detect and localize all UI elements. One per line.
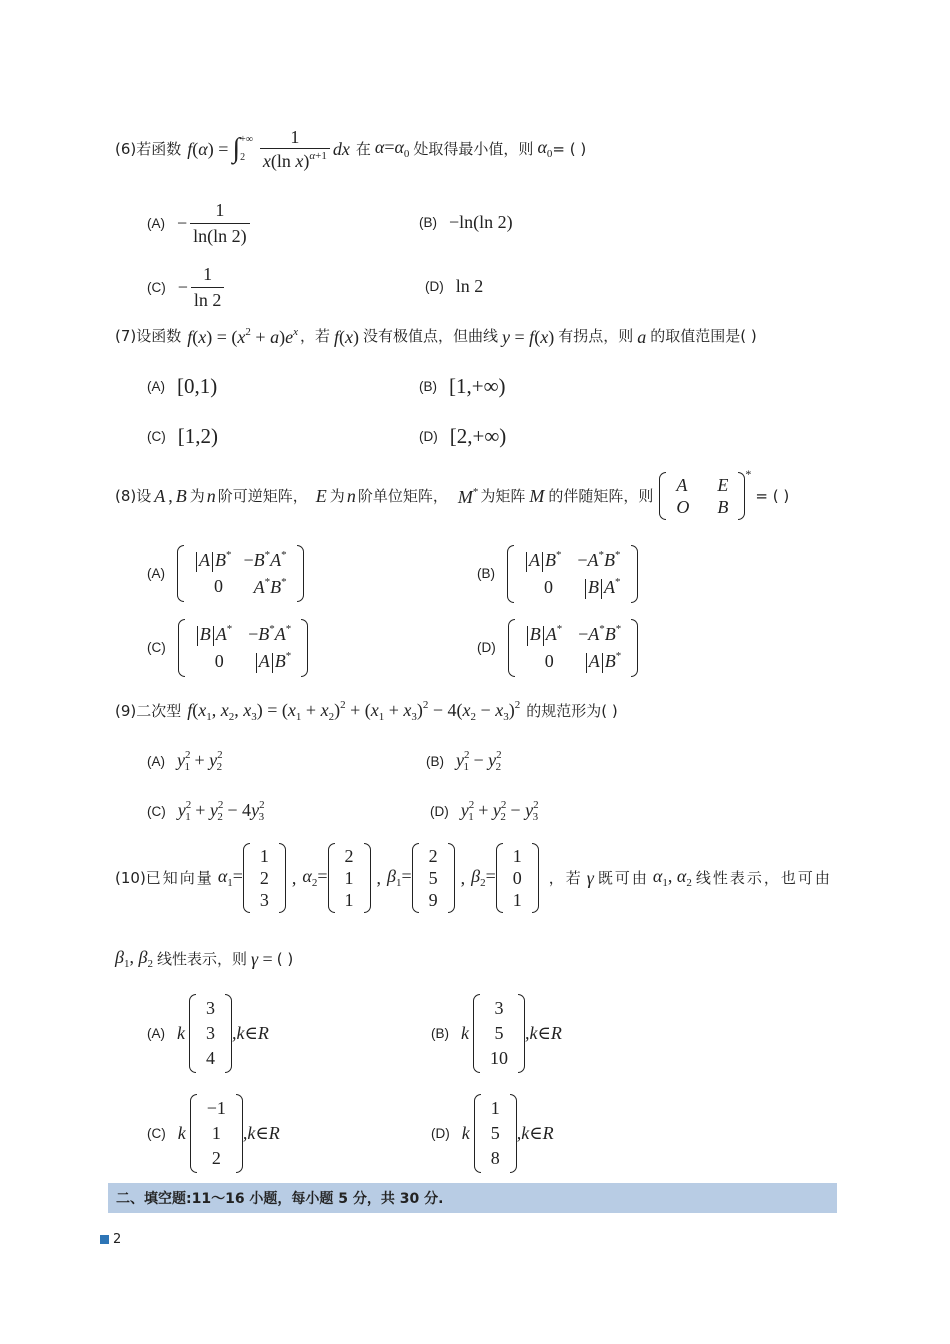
q10-option-b-v1: 3 <box>494 998 504 1018</box>
q8-option-b <box>477 545 638 603</box>
q7-option-b-label: (B) <box>419 379 437 394</box>
q6-option-a-num: 1 <box>215 200 225 220</box>
q8-n1: n <box>206 486 216 506</box>
q10-option-a-suffix: ,k∈R <box>232 1023 269 1043</box>
q10-option-a-v3: 4 <box>206 1048 215 1068</box>
q10-text-2: 既可由 <box>597 868 649 887</box>
q10-number: (10) <box>115 868 146 887</box>
q6-blank: = ( ) <box>552 139 587 158</box>
q7-number: (7) <box>115 327 137 345</box>
q10-alpha2-vector: 2 1 1 <box>328 843 371 913</box>
q8-ab: A <box>154 486 166 506</box>
q7-text-pre: 设函数 <box>136 327 182 345</box>
q10-option-c-suffix: ,k∈R <box>242 1123 280 1143</box>
q7-text-1: ，若 <box>299 327 330 345</box>
q10-text-3: 线性表示，也可由 <box>695 868 832 887</box>
q10-gamma-eq: γ = <box>250 949 273 969</box>
q6-number: (6) <box>115 139 137 158</box>
q10-option-c-vector <box>190 1094 243 1173</box>
q10-option-b-suffix: ,k∈R <box>525 1023 562 1043</box>
q7-curve: y = f(x) <box>502 326 555 347</box>
q8-text-5: 阶单位矩阵， <box>357 486 448 505</box>
q7-option-d-label: (D) <box>419 429 438 444</box>
q8-e: E <box>315 486 327 506</box>
q7-function: $f(x) = (x^2 + a)e^x$ <box>187 326 298 347</box>
q10-option-c-label: (C) <box>147 1126 166 1141</box>
q8-option-d-label: (D) <box>477 640 496 656</box>
q10-option-b: (B) k 3 5 10 ,k∈R <box>431 994 562 1073</box>
q10-beta2: $\beta_2=$ <box>471 866 496 889</box>
q10-option-b-v3: 10 <box>490 1048 508 1068</box>
q10-beta1: $\beta_1=$ <box>387 866 412 889</box>
q7-option-c-label: (C) <box>147 429 166 444</box>
q9-option-a-label: (A) <box>147 753 165 769</box>
q7-option-b-text: [1,+∞) <box>449 374 506 398</box>
section-header <box>108 1183 837 1213</box>
q6-option-c: (C) − $\frac{1}{\ln 2}$ <box>147 264 227 311</box>
q7-option-d <box>419 424 506 449</box>
q6-option-d <box>425 276 483 297</box>
q9-text-pre: 二次型 <box>136 702 182 720</box>
q9-number: (9) <box>115 702 137 720</box>
q6-option-b-label: (B) <box>419 215 437 230</box>
q10-line2-text: 线性表示，则 <box>156 949 247 968</box>
q6-option-a-den: ln(ln 2) <box>190 223 250 247</box>
page-footer <box>100 1232 121 1247</box>
q6-option-b-text: −ln(ln 2) <box>449 212 513 232</box>
q10-gamma: γ <box>586 868 594 888</box>
q6-text-mid2: 处取得最小值，则 <box>413 139 534 158</box>
q6-option-a-label: (A) <box>147 216 165 231</box>
q8-option-b-label: (B) <box>477 566 495 582</box>
q6-option-d-text: ln 2 <box>455 276 484 296</box>
q7-option-a <box>147 374 217 399</box>
q10-option-d-v3: 8 <box>490 1148 500 1168</box>
q10-alphas: $\alpha_1$, $\alpha_2$ <box>652 866 692 889</box>
q10-option-a-v1: 3 <box>206 998 215 1018</box>
q8-blank: = ( ) <box>755 486 790 505</box>
q9-option-a-expr: $y^2_1 + y^2_2$ <box>177 749 223 773</box>
q8-m: M <box>529 486 545 506</box>
q10-beta2-vector: 1 0 1 <box>496 843 539 913</box>
q7-option-b <box>419 374 506 399</box>
q7-option-a-label: (A) <box>147 379 165 394</box>
q10-alpha1-vector: 1 2 3 <box>243 843 286 913</box>
q8-option-c-label: (C) <box>147 640 166 656</box>
q10-blank: ( ) <box>276 949 294 968</box>
q7-option-a-text: [0,1) <box>177 374 218 398</box>
q8-option-a <box>147 545 304 602</box>
q10-option-b-v2: 5 <box>494 1023 504 1043</box>
q8-text-6: 为矩阵 <box>480 486 526 505</box>
page-number: 2 <box>113 1232 122 1247</box>
section-title: 二、填空题:11～16 小题，每小题 5 分，共 30 分. <box>116 1191 444 1207</box>
page-marker-icon <box>100 1235 109 1244</box>
question-8: (8) 设 A , B 为 n 阶可逆矩阵， E 为 n 阶单位矩阵， M* 为矩阵 M 的伴随矩阵，则 A E O B * = ( ) <box>115 472 789 520</box>
q6-option-c-num: 1 <box>203 264 213 284</box>
q9-text-post: 的规范形为( ) <box>526 702 618 720</box>
question-7 <box>115 327 757 346</box>
q10-alpha1: $\alpha_1=$ <box>217 866 243 889</box>
q10-option-c-v1: −1 <box>206 1098 226 1118</box>
q10-option-d-vector <box>474 1094 517 1173</box>
q10-option-a: (A) k 3 3 4 ,k∈R <box>147 994 269 1073</box>
q7-text-4: 的取值范围是( ) <box>650 327 757 345</box>
q9-quadratic-form: $f(x_1$, $x_2$, $x_3) = (x_1 + x_2)^2 + (x_1 + x_3)^2 - 4(x_2 - x_3)^2$ <box>187 699 521 723</box>
q6-option-c-label: (C) <box>147 280 166 295</box>
q9-option-c-expr: $y^2_1 + y^2_2 - 4y^2_3$ <box>177 799 265 823</box>
q10-option-a-label: (A) <box>147 1026 165 1041</box>
q9-option-c <box>147 799 264 823</box>
q7-a: a <box>637 326 647 347</box>
q10-option-c: (C) k −1 1 2 ,k∈R <box>147 1094 280 1173</box>
q8-n2: n <box>346 486 356 506</box>
q10-alpha2: $\alpha_2=$ <box>302 866 328 889</box>
q6-option-b <box>419 212 513 233</box>
q8-text-4: 为 <box>329 486 345 505</box>
q6-option-d-label: (D) <box>425 279 444 294</box>
q10-beta1-vector: 2 5 9 <box>412 843 455 913</box>
q7-option-c <box>147 424 218 449</box>
q8-option-b-matrix: A B* −A*B* 0 B A* <box>507 545 638 603</box>
q8-option-d <box>477 619 638 677</box>
question-9 <box>115 700 618 723</box>
q9-option-c-label: (C) <box>147 803 166 819</box>
q8-block-matrix: A E O B <box>659 472 745 520</box>
q9-option-b-expr: $y^2_1 - y^2_2$ <box>456 749 502 773</box>
q7-option-d-text: [2,+∞) <box>449 424 507 448</box>
q7-text-3: 有拐点，则 <box>558 327 634 345</box>
q10-option-d-v2: 5 <box>490 1123 500 1143</box>
q9-option-b <box>426 749 501 773</box>
q6-text-pre: 若函数 <box>136 139 182 158</box>
q9-option-d <box>430 799 538 823</box>
q10-option-d-label: (D) <box>431 1126 450 1141</box>
q10-option-b-vector <box>473 994 525 1073</box>
q10-option-a-vector <box>189 994 232 1073</box>
q10-option-c-v3: 2 <box>211 1148 221 1168</box>
q10-option-c-v2: 1 <box>211 1123 221 1143</box>
q8-mstar: M* <box>457 485 479 507</box>
q8-option-c-matrix: B A* −B*A* 0 A B* <box>178 619 309 677</box>
q10-option-d: (D) k 1 5 8 ,k∈R <box>431 1094 554 1173</box>
q10-option-d-v1: 1 <box>490 1098 500 1118</box>
q10-option-a-v2: 3 <box>206 1023 215 1043</box>
q8-option-d-matrix: B A* −A*B* 0 A B* <box>508 619 639 677</box>
q6-alpha-eq: $\alpha=\alpha_0$ <box>374 137 410 160</box>
q9-option-d-expr: $y^2_1 + y^2_2 - y^2_3$ <box>460 799 539 823</box>
q10-option-d-suffix: ,k∈R <box>516 1123 554 1143</box>
q8-text-2: 为 <box>189 486 205 505</box>
q8-text-7: 的伴随矩阵，则 <box>548 486 654 505</box>
q8-option-c <box>147 619 308 677</box>
q6-option-c-den: ln 2 <box>191 287 225 311</box>
question-10: (10) 已知向量 $\alpha_1=$ 1 2 3 , $\alpha_2=$ 2 1 1 , $\beta_1=$ 2 5 9 , $\beta_2=$ 1 0 1 ，若 γ 既可由 $\alpha_1$, $\alpha_2$ 线性表示，也可由 <box>115 843 832 913</box>
q6-integral: f ( α ) = ∫ +∞ 2 $\frac{1}{x(\ln x)^{\alpha+1}}$ dx <box>187 127 350 171</box>
q9-option-b-label: (B) <box>426 753 444 769</box>
q6-option-a: (A) − $\frac{1}{\ln(\ln 2)}$ <box>147 200 253 247</box>
q10-text-1: ，若 <box>548 868 583 887</box>
q7-fx: f(x) <box>333 326 359 347</box>
q7-text-2: 没有极值点，但曲线 <box>363 327 499 345</box>
q7-option-c-text: [1,2) <box>177 424 218 448</box>
q8-option-a-matrix: A B* −B*A* 0 A*B* <box>177 545 304 602</box>
q8-number: (8) <box>115 486 137 505</box>
question-10-line2 <box>115 948 293 970</box>
q10-text-pre: 已知向量 <box>145 868 214 887</box>
q6-text-mid: 在 <box>355 139 371 158</box>
q10-option-b-label: (B) <box>431 1026 449 1041</box>
q6-alpha0: $\alpha_0$ <box>537 137 553 160</box>
q8-option-a-label: (A) <box>147 565 165 581</box>
q10-betas: $\beta_1$, $\beta_2$ <box>115 947 153 970</box>
q8-text-3: 阶可逆矩阵， <box>217 486 308 505</box>
q9-option-a <box>147 749 222 773</box>
q9-option-d-label: (D) <box>430 803 449 819</box>
question-6 <box>115 128 586 170</box>
q8-text-1: 设 <box>136 486 152 505</box>
